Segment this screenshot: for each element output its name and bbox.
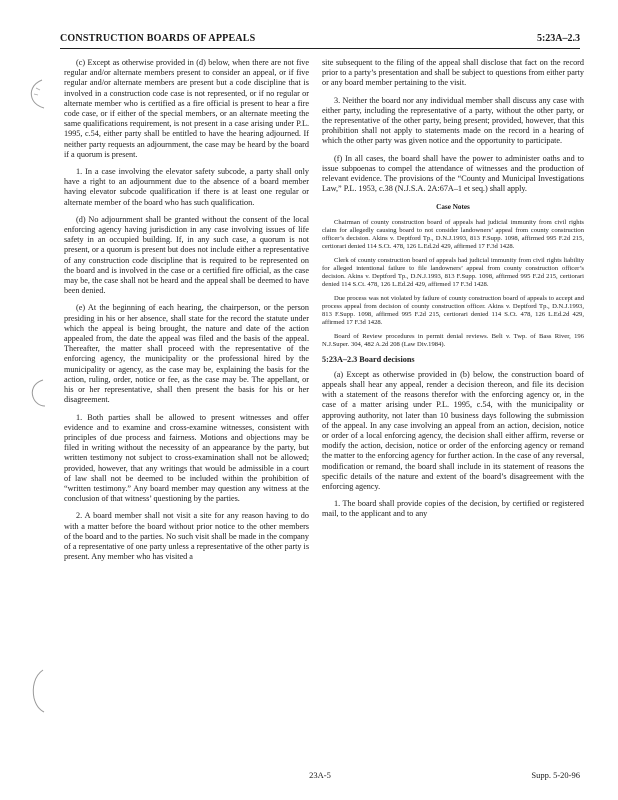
margin-bracket-mark — [26, 78, 48, 110]
paragraph: (e) At the beginning of each hearing, the chairperson, or the person presiding in his or her absence, shall state for the record the statute under which the appeal is being brought, the nature and date of the action appealed from, the date the appeal was filed and the basis of the appeal. Thereafter, the matter shall proceed with the representative of the enforcing agency, the municipality or the professional hired by the municipality or agency, as the case may be, explaining the basis for the action, ruling, order, notice or fee, as the case may be. The appellant, or his or her representative, shall then present the basis for his or her disagreement. — [64, 303, 309, 405]
case-note: Due process was not violated by failure of county construction board of appeals to accept and process appeal from decision of county construction officer. Akins v. Deptford Tp., D.N.J.1993, 813 F.Supp. 1098, affirmed 995 F.2d 215, certiorari denied 114 S.Ct. 478, 126 L.Ed.2d 429, affirmed 17 F.3d 1428. — [322, 294, 584, 326]
paragraph: 1. The board shall provide copies of the decision, by certified or registered mail, to the applicant and to any — [322, 499, 584, 519]
paragraph: 3. Neither the board nor any individual member shall discuss any case with either party, including the representative of a party, without the other party, or the representative of the other party, being present; provided, however, that this prohibition shall not apply to statements made on the record in a hearing of which the other party was given notice and the opportunity to participate. — [322, 95, 584, 146]
paragraph: (d) No adjournment shall be granted without the consent of the local enforcing agency having jurisdiction in any case involving issues of life safety in an occupied building. If, in any such case, a quorum is not present, or a quorum is present but does not include either a representative of any construction code discipline that is required to be represented on the board and is involved in the case or a certified fire official, as the case may be, the case shall not be heard and the appeal shall be deemed to have been denied. — [64, 214, 309, 296]
header-section-number: 5:23A–2.3 — [536, 33, 580, 44]
header-title: CONSTRUCTION BOARDS OF APPEALS — [60, 33, 256, 44]
paragraph: 1. In a case involving the elevator safety subcode, a party shall only have a right to an adjournment due to the absence of a board member having elevator subcode qualification if there is at least one regular or alternate member of the board who has such qualification. — [64, 167, 309, 207]
margin-bracket-mark — [28, 378, 48, 408]
paragraph: (c) Except as otherwise provided in (d) below, when there are not five regular and/or alternate members present to consider an appeal, or if five regular and/or alternate members are present but a code discipline that is involved in a construction code case is not represented, or if no regular or alternate member who is certified as a fire official is present to hear a fire code case, or if either of the special members, or an alternate meeting the same qualifications requirement, is not present in a case arising under P.L. 1995, c.54, either party shall be entitled to have the hearing adjourned. If neither party requests an adjournment, the case may be heard by the board if a quorum is present. — [64, 58, 309, 159]
section-heading: 5:23A–2.3 Board decisions — [322, 354, 415, 364]
page-number: 23A-5 — [309, 770, 331, 780]
case-note: Clerk of county construction board of appeals had judicial immunity from civil rights liability for alleged intentional failure to file landowners’ appeal from county construction officer’s decision. Akins v. Deptford Tp., D.N.J.1993, 813 F.Supp. 1098, affirmed 995 F.2d 215, certiorari denied 114 S.Ct. 478, 126 L.Ed.2d 429, affirmed 17 F.3d 1428. — [322, 256, 584, 288]
left-column — [64, 58, 309, 758]
paragraph: (f) In all cases, the board shall have the power to administer oaths and to issue subpoenas to compel the attendance of witnesses and the production of relevant evidence. The provisions of the “County and Municipal Investigations Law,” P.L. 1953, c.38 (N.J.S.A. 2A:67A–1 et seq.) shall apply. — [322, 153, 584, 194]
case-notes-title: Case Notes — [436, 203, 470, 212]
supplement-date: Supp. 5-20-96 — [531, 770, 580, 780]
margin-bracket-mark — [28, 668, 48, 714]
paragraph: 2. A board member shall not visit a site for any reason having to do with a matter before the board without prior notice to the other members of the board and to the parties. No such visit shall be made in the company of a representative of one party unless a representative of the other party is present. Any member who has visited a — [64, 511, 309, 562]
page-footer — [60, 770, 580, 782]
right-column — [322, 58, 584, 758]
paragraph: 1. Both parties shall be allowed to present witnesses and offer evidence and to examine and cross-examine witnesses, consistent with principles of due process and fairness. Motions and objections may be filed in writing without the necessity of an appearance by the party, but written testimony not subject to cross-examination shall not be allowed; provided, however, that any writings that would be admissible in a court of law shall not be deemed to be included within the prohibition of “written testimony.” Any board member may question any witness at the conclusion of that witness’ questioning by the parties. — [64, 412, 309, 504]
running-header — [60, 33, 580, 49]
paragraph: site subsequent to the filing of the appeal shall disclose that fact on the record prior to a party’s presentation and shall be subject to questions from either party or any board member pertaining to the visit. — [322, 58, 584, 88]
paragraph: (a) Except as otherwise provided in (b) below, the construction board of appeals shall hear any appeal, render a decision thereon, and file its decision with a statement of the reasons therefor with the enforcing agency or, in the case of a matter arising under P.L. 1995, c.54, with the municipality or approving authority, not later than 10 business days following the submission of the appeal. In any case involving an appeal from an action, decision, notice or order of a local enforcing agency, the decision shall either affirm, reverse or modify the action, decision, notice or order of the enforcing agency or remand the matter to the enforcing agency for further action. In the case of any reversal, modification or remand, the board shall include in its statement of reasons the specific details of the nature and extent of the board’s disagreement with the enforcing agency. — [322, 369, 584, 492]
case-note: Board of Review procedures in permit denial reviews. Beli v. Twp. of Bass River, 196 N.J.Super. 304, 482 A.2d 208 (Law Div.1984). — [322, 332, 584, 348]
case-note: Chairman of county construction board of appeals had judicial immunity from civil rights claim for allegedly causing board to not consider landowners’ appeal from county construction officer’s decision. Akins v. Deptford Tp., D.N.J.1993, 813 F.Supp. 1098, affirmed 995 F.2d 215, certiorari denied 114 S.Ct. 478, 126 L.Ed.2d 429, affirmed 17 F.3d 1428. — [322, 218, 584, 250]
